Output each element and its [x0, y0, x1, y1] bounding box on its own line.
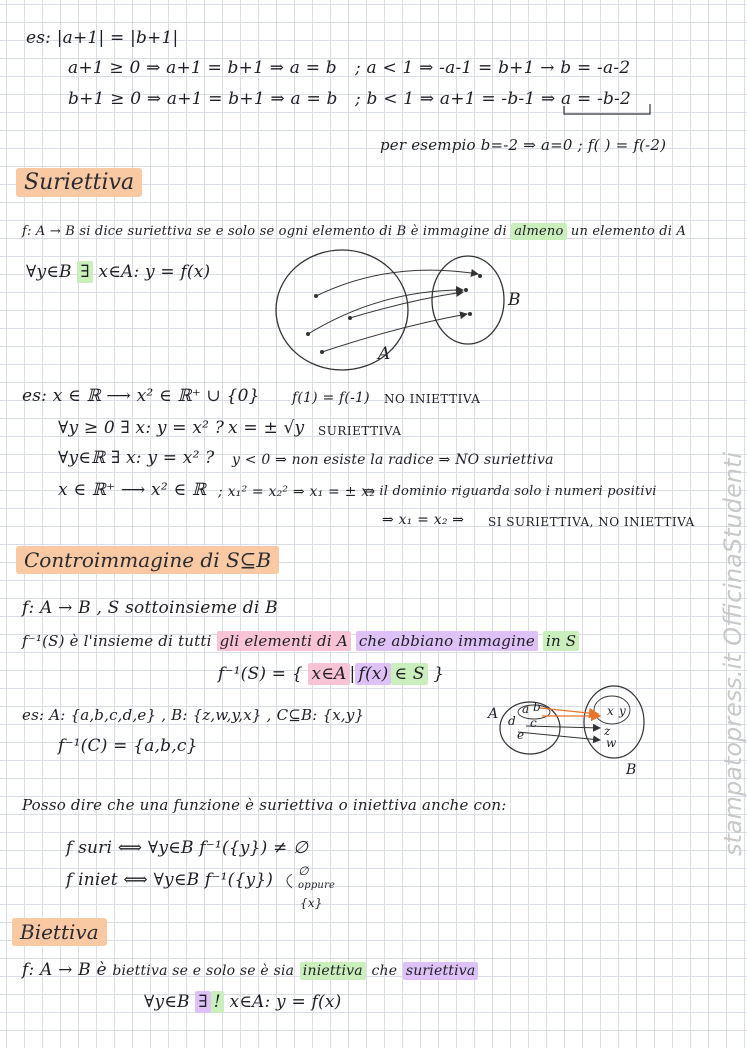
es2-line1c: NO INIETTIVA	[384, 392, 481, 406]
es2-line1a: es: x ∈ ℝ ⟶ x² ∈ ℝ⁺ ∪ {0}	[22, 386, 260, 406]
diag-elem-w: w	[606, 736, 617, 750]
set-b-label: B	[508, 290, 521, 310]
es2-line5a: ⇒ x₁ = x₂ ⇒	[382, 512, 465, 528]
es2-line5b: SI SURIETTIVA, NO INIETTIVA	[488, 515, 695, 529]
highlight-exists: ∃	[77, 261, 92, 283]
s1-line3a: b+1 ≥ 0 ⇒ a+1 = b+1 ⇒ a = b	[68, 89, 338, 109]
biettiva-formula: ∀y∈B ∃ ! x∈A: y = f(x)	[144, 992, 342, 1012]
section-title-suriettiva: Suriettiva	[16, 168, 142, 197]
diag-label-b: B	[626, 762, 637, 778]
contro-line1: f: A → B , S sottoinsieme di B	[22, 598, 278, 618]
contro-opt-empty: ∅	[298, 864, 309, 878]
contro-line2: f⁻¹(S) è l'insieme di tutti gli elementi di A che abbiano immagine in S	[22, 632, 579, 650]
highlight-iniettiva: iniettiva	[300, 962, 366, 980]
suriettiva-formula: ∀y∈B ∃ x∈A: y = f(x)	[26, 262, 211, 282]
s1-line3b: ; b < 1 ⇒ a+1 = -b-1 ⇒ a = -b-2	[355, 89, 631, 109]
highlight-in-s: in S	[543, 631, 579, 651]
contro-opt-oppure: oppure	[298, 880, 336, 891]
es2-line3a: ∀y∈ℝ ∃ x: y = x² ?	[58, 448, 215, 468]
highlight-elementi-di-a: gli elementi di A	[217, 631, 351, 651]
es2-line1b: f(1) = f(-1)	[292, 390, 370, 406]
diag-elem-d: d	[508, 714, 516, 728]
es2-line2a: ∀y ≥ 0 ∃ x: y = x² ?	[58, 418, 225, 438]
s1-line2b: ; a < 1 ⇒ -a-1 = b+1 → b = -a-2	[355, 58, 631, 78]
contro-opt-x: {x}	[300, 896, 323, 910]
diag-elem-z: z	[604, 724, 611, 738]
highlight-unique: !	[211, 991, 224, 1013]
es2-line4b: ; x₁² = x₂² ⇒ x₁ = ± x₂	[218, 484, 376, 500]
diag-elem-a: a	[522, 702, 530, 716]
es2-line4a: x ∈ ℝ⁺ ⟶ x² ∈ ℝ	[58, 480, 207, 500]
diag-elem-e: e	[517, 728, 525, 742]
highlight-exists-b: ∃	[195, 991, 210, 1013]
suriettiva-definition: f: A → B si dice suriettiva se e solo se ogni elemento di B è immagine di almeno un elemento di A	[22, 224, 687, 239]
contro-p3: f iniet ⟺ ∀y∈B f⁻¹({y})	[66, 870, 274, 890]
contro-p2: f suri ⟺ ∀y∈B f⁻¹({y}) ≠ ∅	[66, 838, 309, 858]
highlight-almeno: almeno	[511, 223, 566, 240]
contro-es-line2: f⁻¹(C) = {a,b,c}	[58, 736, 198, 756]
es2-line3b: y < 0 ⇒ non esiste la radice ⇒ NO suriettiva	[232, 452, 554, 468]
section-title-controimmagine: Controimmagine di S⊆B	[16, 546, 279, 574]
set-b-ellipse	[432, 256, 504, 344]
es2-line2b: x = ± √y	[228, 418, 305, 438]
contro-p1: Posso dire che una funzione è suriettiva o iniettiva anche con:	[22, 796, 507, 814]
section-title-biettiva: Biettiva	[12, 918, 107, 946]
s1-line4: per esempio b=-2 ⇒ a=0 ; f( ) = f(-2)	[380, 136, 667, 154]
set-a-label: A	[378, 344, 391, 364]
diag-elem-y: y	[619, 704, 626, 718]
contro-es-line1: es: A: {a,b,c,d,e} , B: {z,w,y,x} , C⊆B: {x,y}	[22, 706, 365, 724]
diag-label-a: A	[488, 706, 499, 722]
es2-line2c: SURIETTIVA	[318, 424, 402, 438]
es2-line4c: ⇒ il dominio riguarda solo i numeri positivi	[364, 484, 657, 499]
contro-line3: f⁻¹(S) = { x∈A | f(x) ∈ S }	[218, 664, 445, 684]
diag-elem-c: c	[530, 716, 537, 730]
biettiva-definition: f: A → B è biettiva se e solo se è sia iniettiva che suriettiva	[22, 960, 478, 980]
highlight-in-s2: ∈ S	[391, 663, 427, 685]
s1-line1: es: |a+1| = |b+1|	[26, 28, 179, 48]
diag-elem-x: x	[607, 704, 614, 718]
highlight-immagine: che abbiano immagine	[356, 631, 538, 651]
watermark: stampatopress.it OfficinaStudenti	[719, 451, 747, 857]
highlight-x-in-a: x∈A	[308, 663, 349, 685]
diag-elem-b: b	[533, 700, 541, 714]
highlight-fx: f(x)	[355, 663, 391, 685]
s1-line2a: a+1 ≥ 0 ⇒ a+1 = b+1 ⇒ a = b	[68, 58, 337, 78]
highlight-suriettiva: suriettiva	[403, 962, 479, 980]
